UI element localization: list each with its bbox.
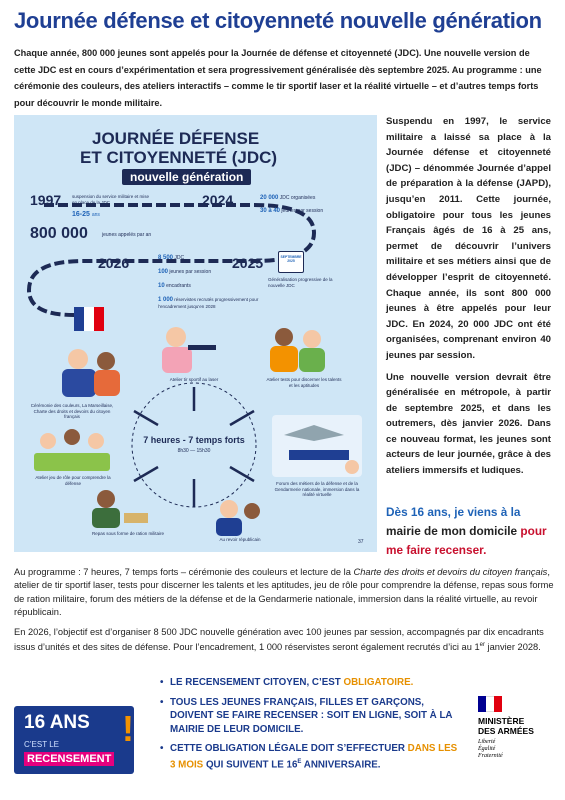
illustration-farewell xyxy=(216,500,260,536)
french-flag xyxy=(74,307,104,331)
infographic-title-line1: JOURNÉE DÉFENSE xyxy=(92,129,260,148)
badge-cest: C’EST LE xyxy=(24,740,59,749)
marianne-flag-icon xyxy=(478,696,502,712)
illustration-forum xyxy=(272,415,362,477)
activity-meal: Repas sous forme de ration militaire xyxy=(91,531,165,536)
bullet-everyone: • TOUS LES JEUNES FRANÇAIS, FILLES ET GARÇONS, DOIVENT SE FAIRE RECENSER : SOIT EN LIGNE, SOIT À LA MAIRIE DE LEUR DOMICILE. xyxy=(160,696,460,737)
center-title: 7 heures - 7 temps forts xyxy=(143,435,245,445)
yearly-young-caption: jeunes appelés par an xyxy=(102,232,152,238)
yearly-young-count: 800 000 xyxy=(30,225,88,242)
jdc-2024-session-label: jeunes par session xyxy=(281,208,324,214)
motto-liberte: Liberté xyxy=(478,739,496,745)
age-range xyxy=(72,211,100,218)
objective-text-a: En 2026, l’objectif est d’organiser 8 500 JDC nouvelle génération avec 100 jeunes par session, accompagnés par dix encadrants issus d’unités et des sites de défense. Pour l’encadrement, 1 000 réservistes seront également recrutés d’ici au 1 xyxy=(14,626,544,653)
badge-recensement: RECENSEMENT xyxy=(24,752,114,766)
bullet-deadline xyxy=(160,742,460,771)
jdc-2026-session-label: jeunes par session xyxy=(169,269,212,275)
year-1997: 1997 xyxy=(30,192,62,208)
ministry-logo xyxy=(478,696,558,760)
objective-text-b: janvier 2028. xyxy=(484,642,541,653)
infographic-page-number: 37 xyxy=(358,539,364,545)
jdc-2026-reservists-label: réservistes recrutés progressivement pour l’encadrement jusqu’en 2028 xyxy=(158,297,259,309)
right-column-text xyxy=(386,114,551,485)
badge-age: 16 ANS xyxy=(24,712,90,733)
infographic-title-line2: ET CITOYENNETÉ (JDC) xyxy=(80,148,278,167)
calendar-icon xyxy=(278,251,304,273)
calendar-label: SEPTEMBRE 2025 xyxy=(280,255,302,263)
year-1997-text: suspension du service militaire et mise en place de la JDC xyxy=(72,194,150,205)
year-2025: 2025 xyxy=(232,255,264,271)
jdc-2026-supervisors-value: 10 xyxy=(158,283,165,289)
illustration-meal xyxy=(92,490,148,528)
activity-laser: Atelier tir sportif au laser xyxy=(169,377,219,382)
jdc-2026-count xyxy=(158,255,184,261)
jdc-2026-reservists-value: 1 000 xyxy=(158,297,174,303)
census-badge xyxy=(14,706,134,774)
bullet-deadline-text-c: ANNIVERSAIRE. xyxy=(301,758,381,770)
census-bullets xyxy=(160,676,460,777)
age-range-unit: ans xyxy=(91,212,100,218)
census-reminder xyxy=(386,503,554,560)
bullet-mandatory-highlight: OBLIGATOIRE. xyxy=(343,677,414,688)
program-paragraph xyxy=(14,566,554,620)
jdc-infographic xyxy=(14,115,377,552)
bullet-mandatory xyxy=(160,676,460,690)
jdc-2026-supervisors-label: encadrants xyxy=(166,283,191,289)
activity-forum: Forum des métiers de la défense et de la Gendarmerie nationale, immersion dans la réalité virtuelle xyxy=(274,481,360,497)
jdc-2024-count xyxy=(260,195,315,201)
illustration-roleplay xyxy=(34,429,110,471)
jdc-2024-count-value: 20 000 xyxy=(260,195,279,201)
jdc-2024-session-value: 30 à 40 xyxy=(260,208,281,214)
center-hours: 8h30 — 15h30 xyxy=(177,448,211,454)
jdc-2026-session-value: 100 xyxy=(158,269,169,275)
motto-fraternite: Fraternité xyxy=(478,753,503,759)
program-charter-title: Charte des droits et devoirs du citoyen français xyxy=(353,567,548,577)
year-2024: 2024 xyxy=(202,192,234,208)
history-paragraph: Suspendu en 1997, le service militaire a laissé sa place à la Journée défense et citoyenneté (JDC) – dénommée Journée d’appel de préparation à la défense (JAPD), jusqu’en 2011. Cette journée, obligatoire pour tous les jeunes Français âgés de 16 à 25 ans, permet de découvrir l’univers militaire et ses métiers ainsi que de développer l’esprit de citoyenneté. Chaque année, ils sont 800 000 jeunes à être appelés pour leur JDC. En 2024, 20 000 JDC ont été organisées, comprenant environ 40 jeunes par session. xyxy=(386,116,551,361)
illustration-ceremony xyxy=(62,349,120,397)
census-reminder-part1: Dès 16 ans, je viens à la xyxy=(386,505,521,519)
ministry-name-line2: DES ARMÉES xyxy=(478,726,534,736)
bullet-mandatory-text: LE RECENSEMENT CITOYEN, C’EST xyxy=(170,677,344,688)
infographic-subtitle: nouvelle génération xyxy=(122,169,251,185)
new-version-paragraph: Une nouvelle version devrait être généralisée en métropole, à partir de septembre 2025, et dans les outremers, dès janvier 2026. Dans ce nouveau format, les jeunes sont acteurs de leur journée, grâce à des ateliers immersifs et ludiques. xyxy=(386,371,551,477)
jdc-2026-reservists xyxy=(158,297,268,309)
illustration-tests xyxy=(270,328,325,372)
jdc-2024-count-label: JDC organisées xyxy=(279,195,316,201)
activity-roleplay: Atelier jeu de rôle pour comprendre la défense xyxy=(35,475,111,486)
program-text-a: Au programme : 7 heures, 7 temps forts – cérémonie des couleurs et lecture de la xyxy=(14,567,354,577)
direction-arrows xyxy=(134,387,254,507)
activity-tests: Atelier tests pour discerner les talents et les aptitudes xyxy=(266,377,342,388)
census-reminder-part3: pour me faire recenser. xyxy=(386,524,547,557)
motto-egalite: Égalité xyxy=(478,746,496,752)
activity-ceremony: Cérémonie des couleurs, La Marseillaise, Charte des droits et devoirs du citoyen français xyxy=(30,403,114,419)
page-title: Journée défense et citoyenneté nouvelle génération xyxy=(14,8,542,33)
age-range-value: 16-25 xyxy=(72,211,90,218)
intro-paragraph: Chaque année, 800 000 jeunes sont appelés pour la Journée de défense et citoyenneté (JDC). Une nouvelle version de cette JDC est en cours d’expérimentation et sera progressivement généralisée dès septembre 2025. Au programme : une cérémonie des couleurs, des ateliers interactifs – comme le tir sportif laser et la réalité virtuelle – et d’autres temps forts pour découvrir le monde militaire. xyxy=(14,48,542,108)
ministry-name-line1: MINISTÈRE xyxy=(478,716,525,726)
census-banner xyxy=(0,676,565,800)
badge-exclamation: ! xyxy=(122,708,134,749)
jdc-2026-count-value: 8 500 xyxy=(158,255,174,261)
objective-paragraph xyxy=(14,626,554,655)
bullet-deadline-superscript: E xyxy=(297,758,302,765)
census-reminder-part2: mairie de mon domicile xyxy=(386,524,518,538)
bullet-deadline-text-b: QUI SUIVENT LE 16 xyxy=(203,758,298,770)
program-text-b: , atelier de tir sportif laser, tests pour discerner les talents et les aptitudes, jeu de rôle pour comprendre la défense, repas sous forme de ration militaire, forum des métiers de la défense et de la Gendarmerie nationale, immersion dans la réalité virtuelle, au revoir républicain. xyxy=(14,567,554,618)
bullet-deadline-text-a: CETTE OBLIGATION LÉGALE DOIT S’EFFECTUER xyxy=(170,743,408,754)
bullet-deadline-highlight: DANS LES 3 MOIS xyxy=(170,743,458,770)
activity-farewell: Au revoir républicain xyxy=(219,537,261,542)
year-2026: 2026 xyxy=(98,255,130,271)
illustration-laser xyxy=(162,327,216,373)
jdc-2026-supervisors xyxy=(158,283,191,289)
objective-superscript: er xyxy=(479,642,485,649)
jdc-2026-session xyxy=(158,269,211,275)
jdc-2026-count-label: JDC xyxy=(174,255,185,261)
program-section xyxy=(14,566,554,661)
year-2025-text: Généralisation progressive de la nouvelle JDC xyxy=(268,277,333,288)
jdc-2024-session xyxy=(260,208,350,214)
